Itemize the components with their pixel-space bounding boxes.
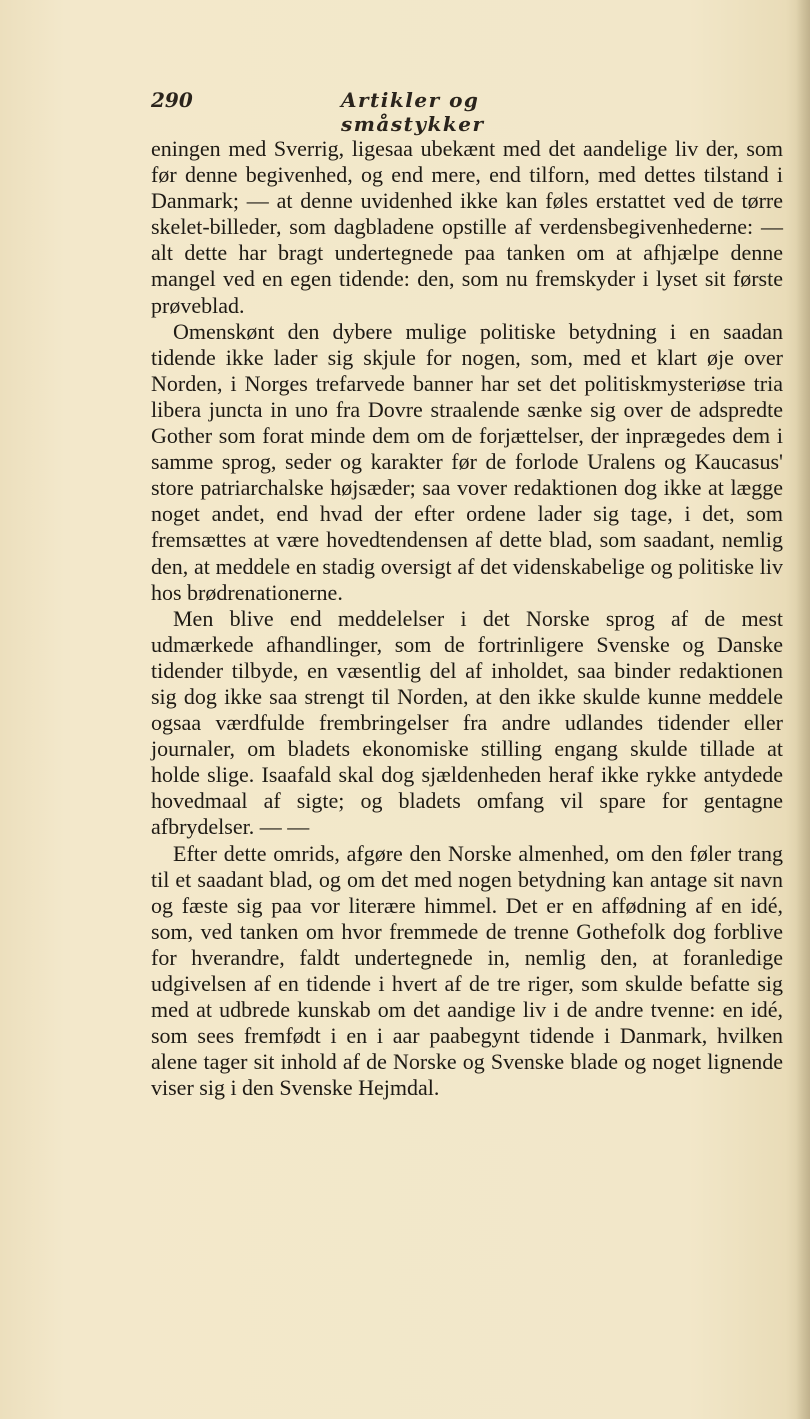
paragraph: Men blive end meddelelser i det Norske sprog af de mest udmærkede afhandlinger, som de fortrinligere Svenske og Danske tidender tilbyde, en væsentlig del af inholdet, saa binder redaktionen sig dog ikke saa strengt til Norden, at den ikke skulde kunne meddele ogsaa værdfulde frembringelser fra andre udlandes tidender eller journaler, om bladets ekonomiske stilling engang skulde tillade at holde slige. Isaafald skal dog sjældenheden heraf ikke rykke antydede hovedmaal af sigte; og bladets omfang vil spare for gentagne afbrydelser. — — xyxy=(151,605,783,840)
running-title: Artikler og småstykker xyxy=(341,88,485,136)
page-header xyxy=(151,88,611,136)
page-number: 290 xyxy=(151,88,193,112)
paragraph: Efter dette omrids, afgøre den Norske almenhed, om den føler trang til et saadant blad, og om det med nogen betydning kan antage sit navn og fæste sig paa vor literære himmel. Det er en affødning af en idé, som, ved tanken om hvor fremmede de trenne Gothefolk dog forblive for hverandre, faldt undertegnede in, nemlig den, at foranledige udgivelsen af en tidende i hvert af de tre riger, som skulde befatte sig med at udbrede kunskab om det aandige liv i de andre tvenne: en idé, som sees fremfødt i en i aar paabegynt tidende i Danmark, hvilken alene tager sit inhold af de Norske og Svenske blade og noget lignende viser sig i den Svenske Hejmdal. xyxy=(151,840,783,1101)
paragraph: Omenskønt den dybere mulige politiske betydning i en saadan tidende ikke lader sig skjule for nogen, som, med et klart øje over Norden, i Norges trefarvede banner har set det politiskmysteriøse tria libera juncta in uno fra Dovre straalende sænke sig over de adspredte Gother som forat minde dem om de forjættelser, der inprægedes dem i samme sprog, seder og karakter før de forlode Uralens og Kaucasus' store patriarchalske højsæder; saa vover redaktionen dog ikke at lægge noget andet, end hvad der efter ordene lader sig tage, i det, som fremsættes at være hovedtendensen af dette blad, som saadant, nemlig den, at meddele en stadig oversigt af det videnskabelige og politiske liv hos brødrenationerne. xyxy=(151,318,783,605)
page-edge-shadow xyxy=(796,0,810,1419)
body-text xyxy=(151,136,783,1101)
paragraph: eningen med Sverrig, ligesaa ubekænt med det aandelige liv der, som før denne begivenhed, og end mere, end tilforn, med dettes tilstand i Danmark; — at denne uvidenhed ikke kan føles erstattet ved de tørre skelet-billeder, som dagbladene opstille af verdensbegivenhederne: — alt dette har bragt undertegnede paa tanken om at afhjælpe denne mangel ved en egen tidende: den, som nu fremskyder i lyset sit første prøveblad. xyxy=(151,136,783,318)
